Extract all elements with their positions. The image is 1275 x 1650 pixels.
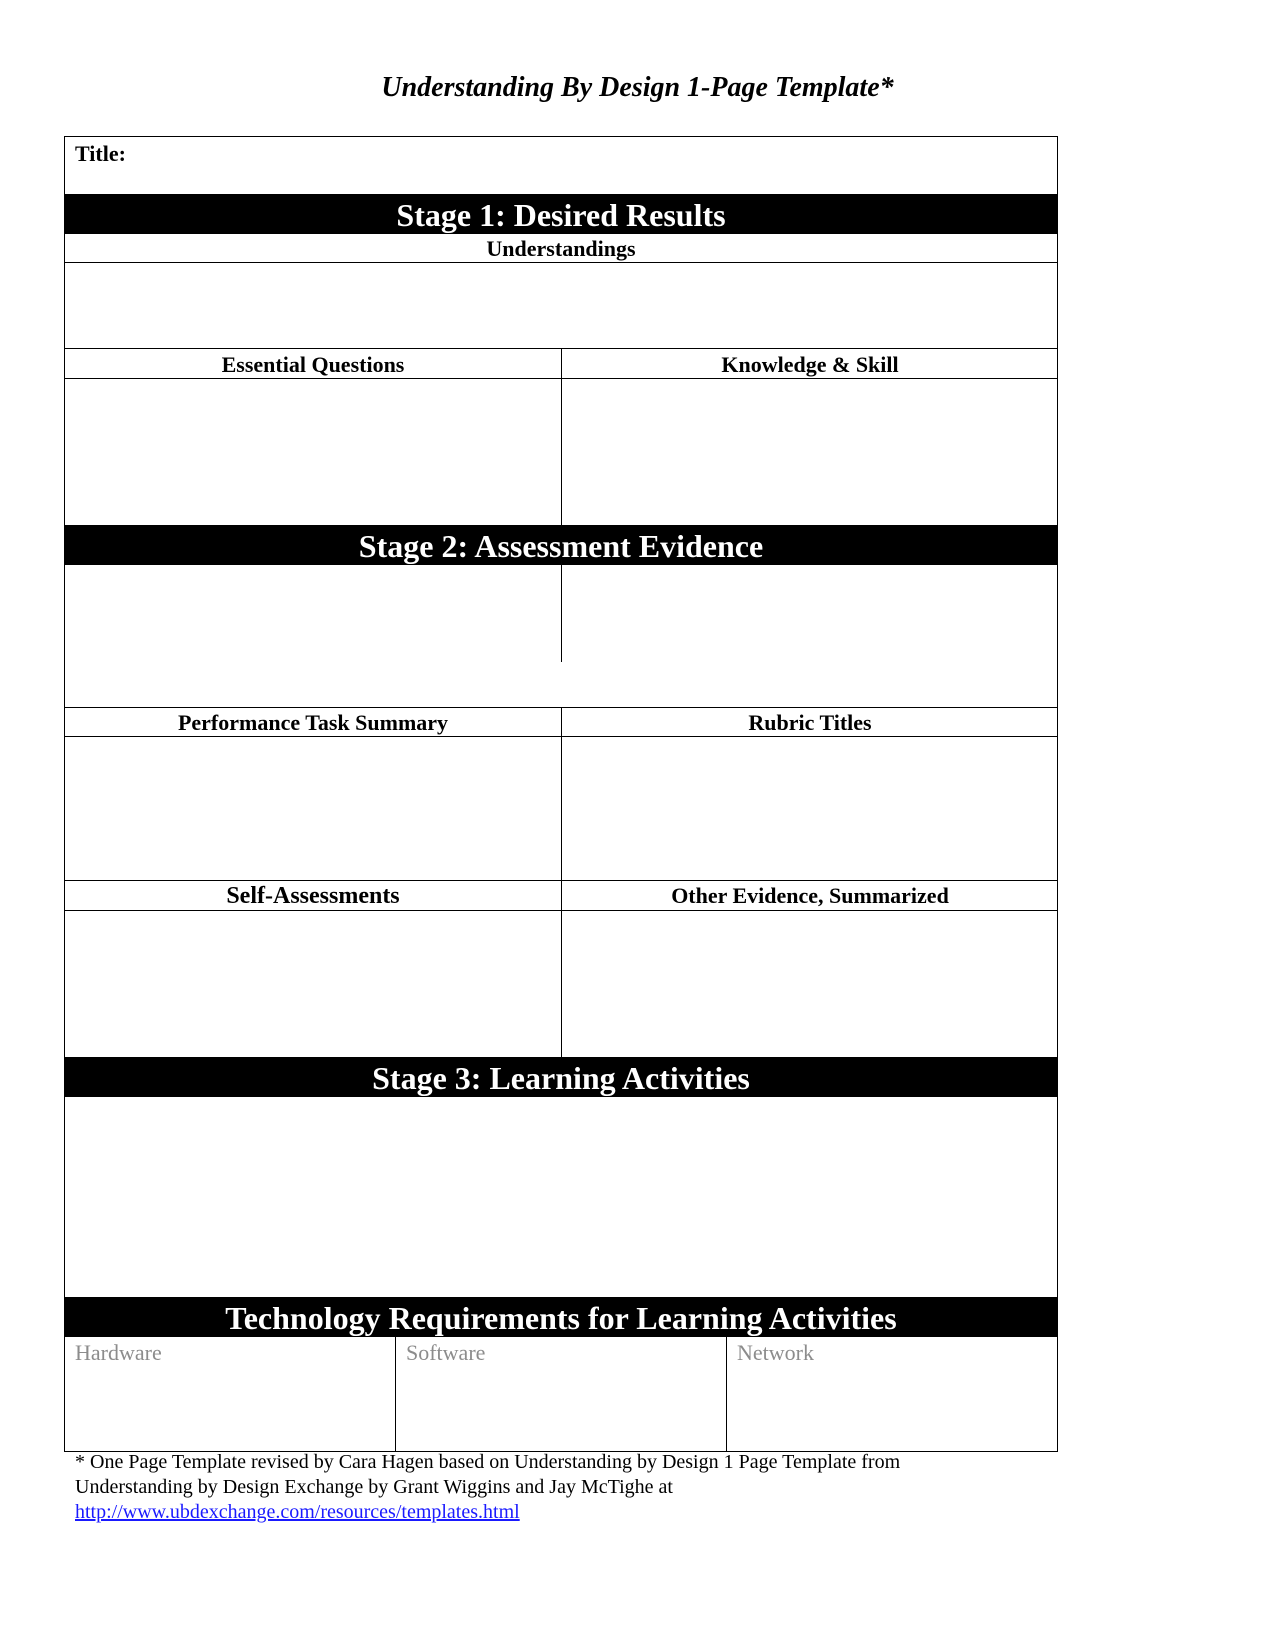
footnote-line-1: * One Page Template revised by Cara Hagen based on Understanding by Design 1 Page Template from — [75, 1451, 901, 1473]
stage2-heading: Stage 2: Assessment Evidence — [65, 525, 1057, 565]
other-evidence-label: Other Evidence, Summarized — [671, 883, 949, 908]
hardware-label: Hardware — [75, 1340, 162, 1365]
network-label: Network — [737, 1340, 814, 1365]
self-assessments-label: Self-Assessments — [226, 883, 400, 909]
footnote-line-2: Understanding by Design Exchange by Grant Wiggins and Jay McTighe at — [75, 1476, 673, 1498]
understandings-label: Understandings — [486, 236, 636, 261]
rubric-titles-label: Rubric Titles — [748, 710, 872, 735]
learning-activities-field[interactable] — [65, 1097, 1057, 1297]
document-title: Understanding By Design 1-Page Template* — [381, 72, 894, 103]
performance-task-summary-field[interactable] — [65, 737, 561, 880]
footnote-link[interactable]: http://www.ubdexchange.com/resources/templates.html — [75, 1501, 520, 1523]
ubd-template-form — [64, 136, 1058, 1452]
other-evidence-field[interactable] — [562, 911, 1058, 1057]
footnote — [75, 1450, 1195, 1525]
software-label: Software — [406, 1340, 486, 1365]
stage3-heading: Stage 3: Learning Activities — [65, 1057, 1057, 1097]
knowledge-skill-label: Knowledge & Skill — [721, 352, 899, 377]
understandings-field[interactable] — [65, 263, 1057, 348]
rubric-titles-field[interactable] — [562, 737, 1058, 880]
title-field[interactable] — [165, 137, 1058, 194]
title-label: Title: — [75, 141, 126, 166]
self-assessments-field[interactable] — [65, 911, 561, 1057]
assessment-evidence-field[interactable] — [65, 565, 1057, 707]
stage1-heading: Stage 1: Desired Results — [65, 194, 1057, 234]
technology-heading: Technology Requirements for Learning Activities — [65, 1297, 1057, 1337]
essential-questions-label: Essential Questions — [221, 352, 405, 377]
performance-task-summary-label: Performance Task Summary — [177, 710, 449, 735]
